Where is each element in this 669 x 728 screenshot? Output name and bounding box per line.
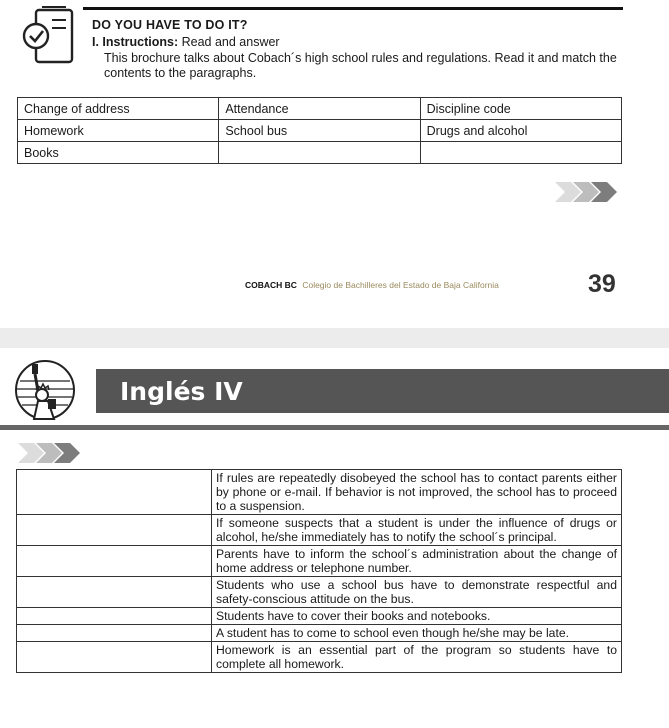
topic-cell [420,142,621,164]
table-row [17,608,622,625]
chevron-arrows-icon [18,441,82,465]
topic-cell: Discipline code [420,98,621,120]
topic-cell: Drugs and alcohol [420,120,621,142]
topic-cell: School bus [219,120,420,142]
banner-rule [0,425,669,430]
table-row [17,470,622,515]
paragraph-cell: If rules are repeatedly disobeyed the school has to contact parents either by phone or e-mail. If behavior is not improved, the school has to proceed to a suspension. [212,470,622,515]
topic-cell: Attendance [219,98,420,120]
answer-cell[interactable] [17,625,212,642]
table-row [18,98,622,120]
paragraph-cell: If someone suspects that a student is under the influence of drugs or alcohol, he/she immediately has to notify the school´s principal. [212,515,622,546]
paragraph-cell: A student has to come to school even though he/she may be late. [212,625,622,642]
page-39 [0,0,669,330]
topic-cell: Change of address [18,98,219,120]
topic-cell: Homework [18,120,219,142]
topic-cell [219,142,420,164]
activity-heading: DO YOU HAVE TO DO IT? [92,18,248,32]
header-rule [83,7,623,10]
course-title: Inglés IV [120,377,243,406]
table-row [17,577,622,608]
answer-cell[interactable] [17,608,212,625]
table-row [18,120,622,142]
org-name: Colegio de Bachilleres del Estado de Baja California [302,280,499,290]
paragraph-cell: Homework is an essential part of the program so students have to complete all homework. [212,642,622,673]
answer-cell[interactable] [17,642,212,673]
answer-cell[interactable] [17,470,212,515]
table-row [17,515,622,546]
chevron-arrows-icon [555,180,619,204]
answer-cell[interactable] [17,577,212,608]
instructions [92,35,280,49]
page-number: 39 [588,270,616,298]
paragraph-cell: Students have to cover their books and notebooks. [212,608,622,625]
table-row [17,546,622,577]
instructions-text: Read and answer [181,35,280,49]
statue-of-liberty-icon [12,359,78,421]
checklist-document-icon [22,6,80,68]
table-row [17,642,622,673]
paragraph-cell: Students who use a school bus have to demonstrate respectful and safety-conscious attitude on the bus. [212,577,622,608]
activity-description: This brochure talks about Cobach´s high school rules and regulations. Read it and match the contents to the paragraphs. [104,51,617,80]
table-row [17,625,622,642]
answer-cell[interactable] [17,515,212,546]
answer-cell[interactable] [17,546,212,577]
matching-table [16,469,622,673]
topic-cell: Books [18,142,219,164]
instructions-label: I. Instructions: [92,35,179,49]
org-abbr: COBACH BC [245,280,297,290]
footer-org [245,280,499,290]
table-row [18,142,622,164]
page-divider [0,328,669,348]
topics-table [17,97,622,164]
paragraph-cell: Parents have to inform the school´s administration about the change of home address or telephone number. [212,546,622,577]
